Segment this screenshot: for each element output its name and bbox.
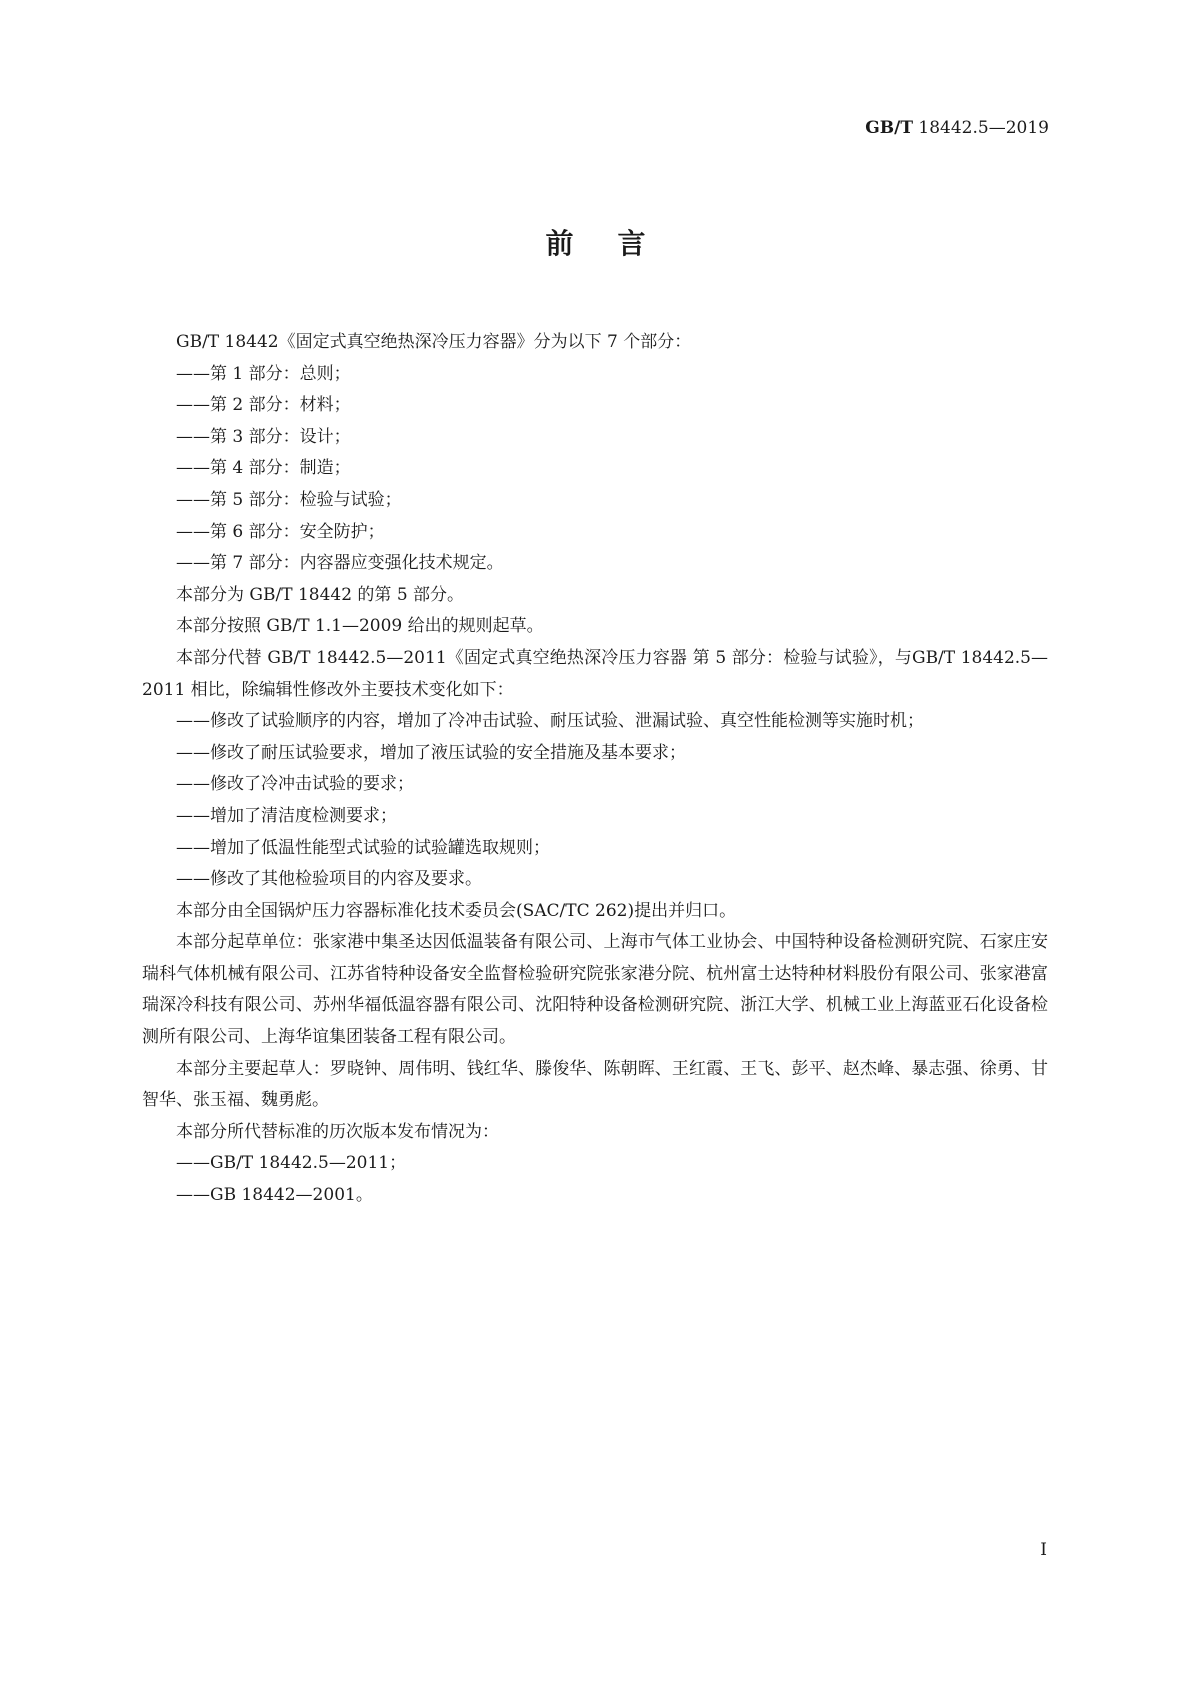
part-list-item: ——第 1 部分：总则； — [176, 363, 351, 384]
change-list-item: ——增加了低温性能型式试验的试验罐选取规则； — [176, 837, 550, 858]
part-list-item: ——第 5 部分：检验与试验； — [176, 489, 402, 510]
intro-paragraph: GB/T 18442《固定式真空绝热深冷压力容器》分为以下 7 个部分： — [176, 332, 692, 352]
version-list-item: ——GB/T 18442.5—2011； — [176, 1153, 407, 1174]
body-paragraph: 本部分为 GB/T 18442 的第 5 部分。 — [176, 584, 465, 605]
page-title: 前言 — [545, 227, 690, 260]
standard-number: 18442.5—2019 — [918, 118, 1049, 138]
part-list-item: ——第 7 部分：内容器应变强化技术规定。 — [176, 553, 504, 574]
change-list-item: ——修改了其他检验项目的内容及要求。 — [176, 869, 482, 890]
body-paragraph: 本部分按照 GB/T 1.1—2009 给出的规则起草。 — [176, 616, 544, 637]
change-list-item: ——增加了清洁度检测要求； — [176, 805, 397, 826]
page-number: I — [1040, 1540, 1047, 1560]
standard-code-header — [865, 118, 1049, 138]
standard-prefix: GB/T — [865, 118, 914, 138]
drafters-paragraph: 本部分主要起草人：罗晓钟、周伟明、钱红华、滕俊华、陈朝晖、王红霞、王飞、彭平、赵杰峰、暴志强、徐勇、甘智华、张玉福、魏勇彪。 — [142, 1058, 1048, 1111]
part-list-item: ——第 2 部分：材料； — [176, 395, 351, 416]
replacement-paragraph: 本部分代替 GB/T 18442.5—2011《固定式真空绝热深冷压力容器 第 5 部分：检验与试验》，与GB/T 18442.5—2011 相比，除编辑性修改外主要技术变化如下： — [142, 647, 1048, 700]
part-list-item: ——第 6 部分：安全防护； — [176, 521, 385, 542]
body-paragraph: 本部分由全国锅炉压力容器标准化技术委员会(SAC/TC 262)提出并归口。 — [176, 900, 737, 921]
change-list-item: ——修改了耐压试验要求，增加了液压试验的安全措施及基本要求； — [176, 742, 686, 763]
body-paragraph: 本部分所代替标准的历次版本发布情况为： — [176, 1121, 499, 1142]
change-list-item: ——修改了试验顺序的内容，增加了冷冲击试验、耐压试验、泄漏试验、真空性能检测等实施时机； — [176, 711, 924, 732]
version-list-item: ——GB 18442—2001。 — [176, 1185, 373, 1206]
change-list-item: ——修改了冷冲击试验的要求； — [176, 774, 414, 795]
drafting-units-paragraph: 本部分起草单位：张家港中集圣达因低温装备有限公司、上海市气体工业协会、中国特种设备检测研究院、石家庄安瑞科气体机械有限公司、江苏省特种设备安全监督检验研究院张家港分院、杭州富士达特种材料股份有限公司、张家港富瑞深冷科技有限公司、苏州华福低温容器有限公司、沈阳特种设备检测研究院、浙江大学、机械工业上海蓝亚石化设备检测所有限公司、上海华谊集团装备工程有限公司。 — [142, 932, 1048, 1048]
foreword-body — [142, 327, 1048, 1212]
part-list-item: ——第 3 部分：设计； — [176, 426, 351, 447]
part-list-item: ——第 4 部分：制造； — [176, 458, 351, 479]
